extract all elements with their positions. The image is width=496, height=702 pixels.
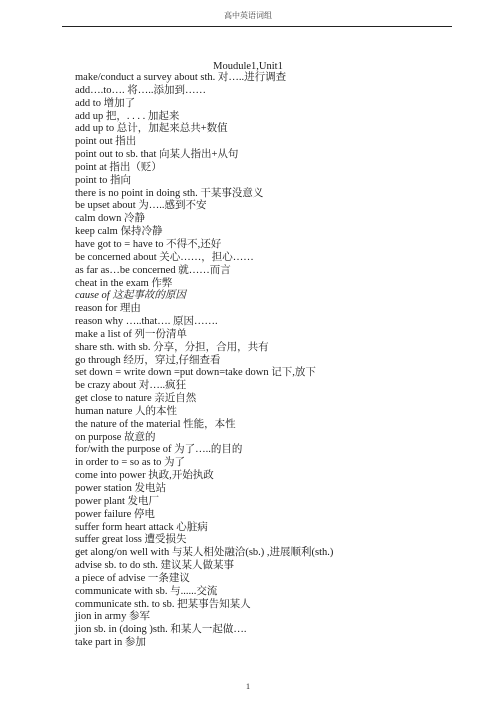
phrase-entry: get close to nature 亲近自然 bbox=[75, 393, 197, 405]
phrase-entry: cheat in the exam 作弊 bbox=[75, 277, 173, 289]
phrase-entry: suffer great loss 遭受损失 bbox=[75, 534, 187, 546]
phrase-entry: suffer form heart attack 心脏病 bbox=[75, 521, 208, 533]
phrase-entry: add to 增加了 bbox=[75, 97, 136, 109]
phrase-entry: a piece of advise 一条建议 bbox=[75, 572, 190, 584]
phrase-entry: have got to = have to 不得不,还好 bbox=[75, 238, 222, 250]
phrase-entry: reason for 理由 bbox=[75, 303, 141, 315]
phrase-entry: power plant 发电厂 bbox=[75, 495, 159, 507]
unit-title: Moudule1,Unit1 bbox=[213, 61, 283, 72]
phrase-entry: point out to sb. that 向某人指出+从句 bbox=[75, 149, 239, 161]
phrase-entry: add up 把，. . . . 加起来 bbox=[75, 110, 180, 122]
phrase-entry: share sth. with sb. 分享，分担，合用，共有 bbox=[75, 341, 269, 353]
phrase-entry: for/with the purpose of 为了…..的目的 bbox=[75, 444, 243, 456]
phrase-list bbox=[75, 72, 485, 650]
phrase-entry: reason why …..that…. 原因……. bbox=[75, 316, 218, 328]
phrase-entry: power failure 停电 bbox=[75, 508, 155, 520]
phrase-entry: communicate sth. to sb. 把某事告知某人 bbox=[75, 598, 251, 610]
phrase-entry: point to 指向 bbox=[75, 174, 132, 186]
phrase-entry: the nature of the material 性能，本性 bbox=[75, 418, 236, 430]
phrase-entry: be concerned about 关心……，担心…… bbox=[75, 251, 254, 263]
phrase-entry: point out 指出 bbox=[75, 136, 137, 148]
phrase-entry: add up to 总计，加起来总共+数值 bbox=[75, 123, 228, 135]
phrase-entry: be upset about 为…..感到不安 bbox=[75, 200, 207, 212]
phrase-entry: take part in 参加 bbox=[75, 637, 146, 649]
phrase-entry: communicate with sb. 与......交流 bbox=[75, 585, 218, 597]
phrase-entry: jion in army 参军 bbox=[75, 611, 150, 623]
phrase-entry: go through 经历，穿过,仔细查看 bbox=[75, 354, 221, 366]
phrase-entry: be crazy about 对…..疯狂 bbox=[75, 380, 187, 392]
phrase-entry: point at 指出（贬） bbox=[75, 161, 162, 173]
phrase-entry: there is no point in doing sth. 干某事没意义 bbox=[75, 187, 264, 199]
phrase-entry: get along/on well with 与某人相处融洽(sb.) ,进展顺利(sth.) bbox=[75, 547, 334, 559]
phrase-entry: make a list of 列一份清单 bbox=[75, 328, 187, 340]
phrase-entry: keep calm 保持冷静 bbox=[75, 226, 163, 238]
phrase-entry: as far as…be concerned 就……而言 bbox=[75, 264, 231, 276]
phrase-entry: power station 发电站 bbox=[75, 483, 166, 494]
page-header: 高中英语词组 bbox=[224, 11, 272, 20]
page-number: 1 bbox=[246, 682, 250, 691]
phrase-entry: cause of 这起事故的原因 bbox=[75, 290, 186, 302]
phrase-entry: on purpose 故意的 bbox=[75, 431, 156, 443]
phrase-entry: set down = write down =put down=take down 记下,放下 bbox=[75, 367, 316, 379]
phrase-entry: add….to…. 将…..添加到…… bbox=[75, 84, 206, 96]
phrase-entry: advise sb. to do sth. 建议某人做某事 bbox=[75, 560, 234, 572]
phrase-entry: human nature 人的本性 bbox=[75, 405, 178, 417]
phrase-entry: calm down 冷静 bbox=[75, 213, 145, 225]
phrase-entry: make/conduct a survey about sth. 对…..进行调查 bbox=[75, 72, 287, 83]
phrase-entry: come into power 执政,开始执政 bbox=[75, 470, 214, 482]
header-divider bbox=[62, 26, 452, 27]
phrase-entry: jion sb. in (doing )sth. 和某人一起做…. bbox=[75, 624, 247, 636]
phrase-entry: in order to = so as to 为了 bbox=[75, 457, 186, 469]
